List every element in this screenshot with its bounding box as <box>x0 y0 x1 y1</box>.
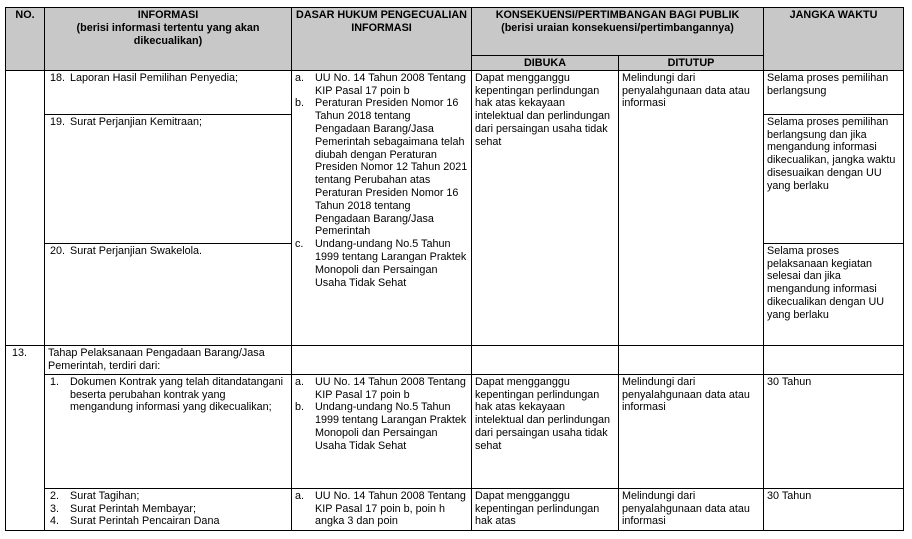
jangka-waktu-cell: Selama proses pelaksanaan kegiatan selesai dan jika mengandung informasi dikecualikan dengan UU yang berlaku <box>764 243 904 345</box>
informasi-cell: 19. Surat Perjanjian Kemitraan; <box>45 114 292 243</box>
dibuka-cell: Dapat mengganggu kepentingan perlindungan hak atas kekayaan intelektual dan perlindungan dari persaingan usaha tidak sehat <box>472 70 619 345</box>
dasar-hukum-cell: a. UU No. 14 Tahun 2008 Tentang KIP Pasal 17 poin b, poin h angka 3 dan poin <box>292 488 472 530</box>
header-informasi-sub: (berisi informasi tertentu yang akan dikecualikan) <box>76 21 260 47</box>
ditutup-cell: Melindungi dari penyalahgunaan data atau informasi <box>619 70 764 345</box>
jangka-waktu-cell: 30 Tahun <box>764 488 904 530</box>
informasi-cell: 2. Surat Tagihan; 3. Surat Perintah Membayar; 4. Surat Perintah Pencairan Dana <box>45 488 292 530</box>
table-row <box>6 70 904 114</box>
header-konsekuensi: KONSEKUENSI/PERTIMBANGAN BAGI PUBLIK (berisi uraian konsekuensi/pertimbangannya) <box>472 8 764 56</box>
header-dibuka: DIBUKA <box>472 56 619 71</box>
no-cell: 13. <box>6 345 45 530</box>
exemption-table <box>5 7 904 531</box>
table-row <box>6 374 904 488</box>
header-dasar-hukum: DASAR HUKUM PENGECUALIAN INFORMASI <box>292 8 472 71</box>
dasar-hukum-cell: a. UU No. 14 Tahun 2008 Tentang KIP Pasal 17 poin b b. Peraturan Presiden Nomor 16 Tahun 2018 tentang Pengadaan Barang/Jasa Pemerintah sebagaimana telah diubah dengan Peraturan Presiden Nomor 12 Tahun 2021 tentang Perubahan atas Peraturan Presiden Nomor 16 Tahun 2018 tentang Pengadaan Barang/Jasa Pemerintah c. Undang-undang No.5 Tahun 1999 tentang Larangan Praktek Monopoli dan Persaingan Usaha Tidak Sehat <box>292 70 472 345</box>
dibuka-cell: Dapat mengganggu kepentingan perlindungan hak atas kekayaan intelektual dan perlindungan dari persaingan usaha tidak sehat <box>472 374 619 488</box>
ditutup-cell: Melindungi dari penyalahgunaan data atau informasi <box>619 488 764 530</box>
jangka-waktu-cell: 30 Tahun <box>764 374 904 488</box>
header-jangka-waktu: JANGKA WAKTU <box>764 8 904 71</box>
header-informasi: INFORMASI (berisi informasi tertentu yang akan dikecualikan) <box>45 8 292 71</box>
dasar-hukum-cell: a. UU No. 14 Tahun 2008 Tentang KIP Pasal 17 poin b b. Undang-undang No.5 Tahun 1999 tentang Larangan Praktek Monopoli dan Persaingan Usaha Tidak Sehat <box>292 374 472 488</box>
header-no: NO. <box>6 8 45 71</box>
header-konsekuensi-sub: (berisi uraian konsekuensi/pertimbangannya) <box>501 21 734 34</box>
table-row <box>6 345 904 374</box>
jangka-waktu-cell: Selama proses pemilihan berlangsung <box>764 70 904 114</box>
table-row <box>6 488 904 530</box>
no-cell <box>6 70 45 345</box>
ditutup-cell: Melindungi dari penyalahgunaan data atau informasi <box>619 374 764 488</box>
header-ditutup: DITUTUP <box>619 56 764 71</box>
informasi-cell: 1. Dokumen Kontrak yang telah ditandatangani beserta perubahan kontrak yang mengandung informasi yang dikecualikan; <box>45 374 292 488</box>
informasi-cell: 20. Surat Perjanjian Swakelola. <box>45 243 292 345</box>
informasi-cell: 18. Laporan Hasil Pemilihan Penyedia; <box>45 70 292 114</box>
jangka-waktu-cell: Selama proses pemilihan berlangsung dan jika mengandung informasi dikecualikan, jangka waktu disesuaikan dengan UU yang berlaku <box>764 114 904 243</box>
dibuka-cell: Dapat mengganggu kepentingan perlindungan hak atas <box>472 488 619 530</box>
informasi-title-cell: Tahap Pelaksanaan Pengadaan Barang/Jasa Pemerintah, terdiri dari: <box>45 345 292 374</box>
